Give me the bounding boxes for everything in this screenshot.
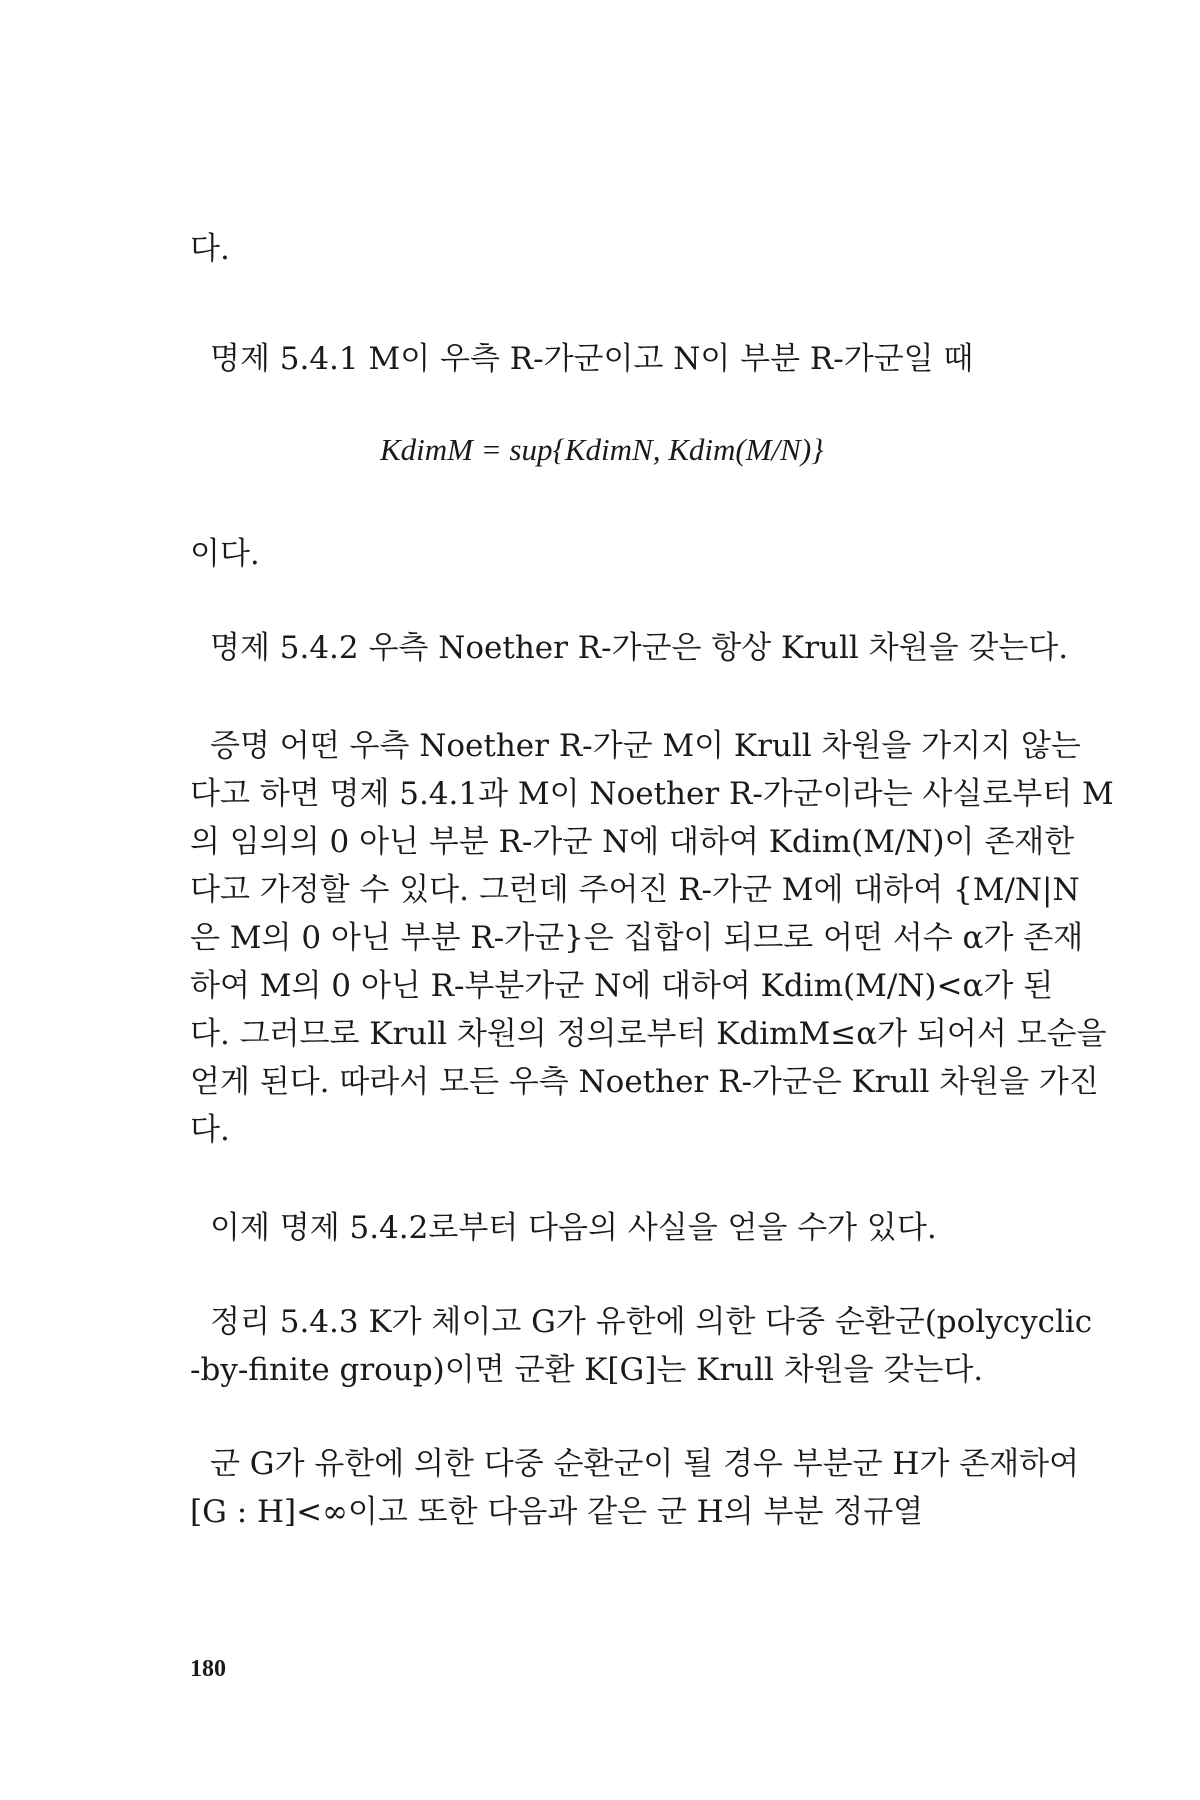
closing-line: [G : H]<∞이고 또한 다음과 같은 군 H의 부분 정규열	[190, 1494, 924, 1530]
intro-theorem-5-4-3: 이제 명제 5.4.2로부터 다음의 사실을 얻을 수가 있다.	[210, 1210, 937, 1246]
proof-line: 다.	[190, 1112, 230, 1148]
proof-line: 다고 하면 명제 5.4.1과 M이 Noether R-가군이라는 사실로부터 M	[190, 776, 1114, 812]
proposition-5-4-1: 명제 5.4.1 M이 우측 R-가군이고 N이 부분 R-가군일 때	[210, 341, 974, 377]
proof-line: 증명 어떤 우측 Noether R-가군 M이 Krull 차원을 가지지 않는	[210, 728, 1081, 764]
proposition-5-4-2: 명제 5.4.2 우측 Noether R-가군은 항상 Krull 차원을 갖는다.	[210, 630, 1069, 666]
proposition-5-4-1-tail: 이다.	[190, 536, 260, 572]
krull-dimension-formula: KdimM = sup{KdimN, Kdim(M/N)}	[380, 432, 824, 467]
proof-line: 다고 가정할 수 있다. 그런데 주어진 R-가군 M에 대하여 {M/N|N	[190, 872, 1080, 908]
theorem-line: 정리 5.4.3 K가 체이고 G가 유한에 의한 다중 순환군(polycyclic	[210, 1304, 1093, 1340]
proof-line: 의 임의의 0 아닌 부분 R-가군 N에 대하여 Kdim(M/N)이 존재한	[190, 824, 1075, 860]
top-fragment: 다.	[190, 231, 230, 267]
proof-line: 하여 M의 0 아닌 R-부분가군 N에 대하여 Kdim(M/N)<α가 된	[190, 968, 1054, 1004]
closing-line: 군 G가 유한에 의한 다중 순환군이 될 경우 부분군 H가 존재하여	[210, 1446, 1080, 1482]
proof-line: 은 M의 0 아닌 부분 R-가군}은 집합이 되므로 어떤 서수 α가 존재	[190, 920, 1084, 956]
proof-line: 다. 그러므로 Krull 차원의 정의로부터 KdimM≤α가 되어서 모순을	[190, 1016, 1107, 1052]
page-number: 180	[190, 1656, 226, 1682]
proof-line: 얻게 된다. 따라서 모든 우측 Noether R-가군은 Krull 차원을 가진	[190, 1064, 1099, 1100]
theorem-line: -by-finite group)이면 군환 K[G]는 Krull 차원을 갖는다.	[190, 1352, 984, 1388]
